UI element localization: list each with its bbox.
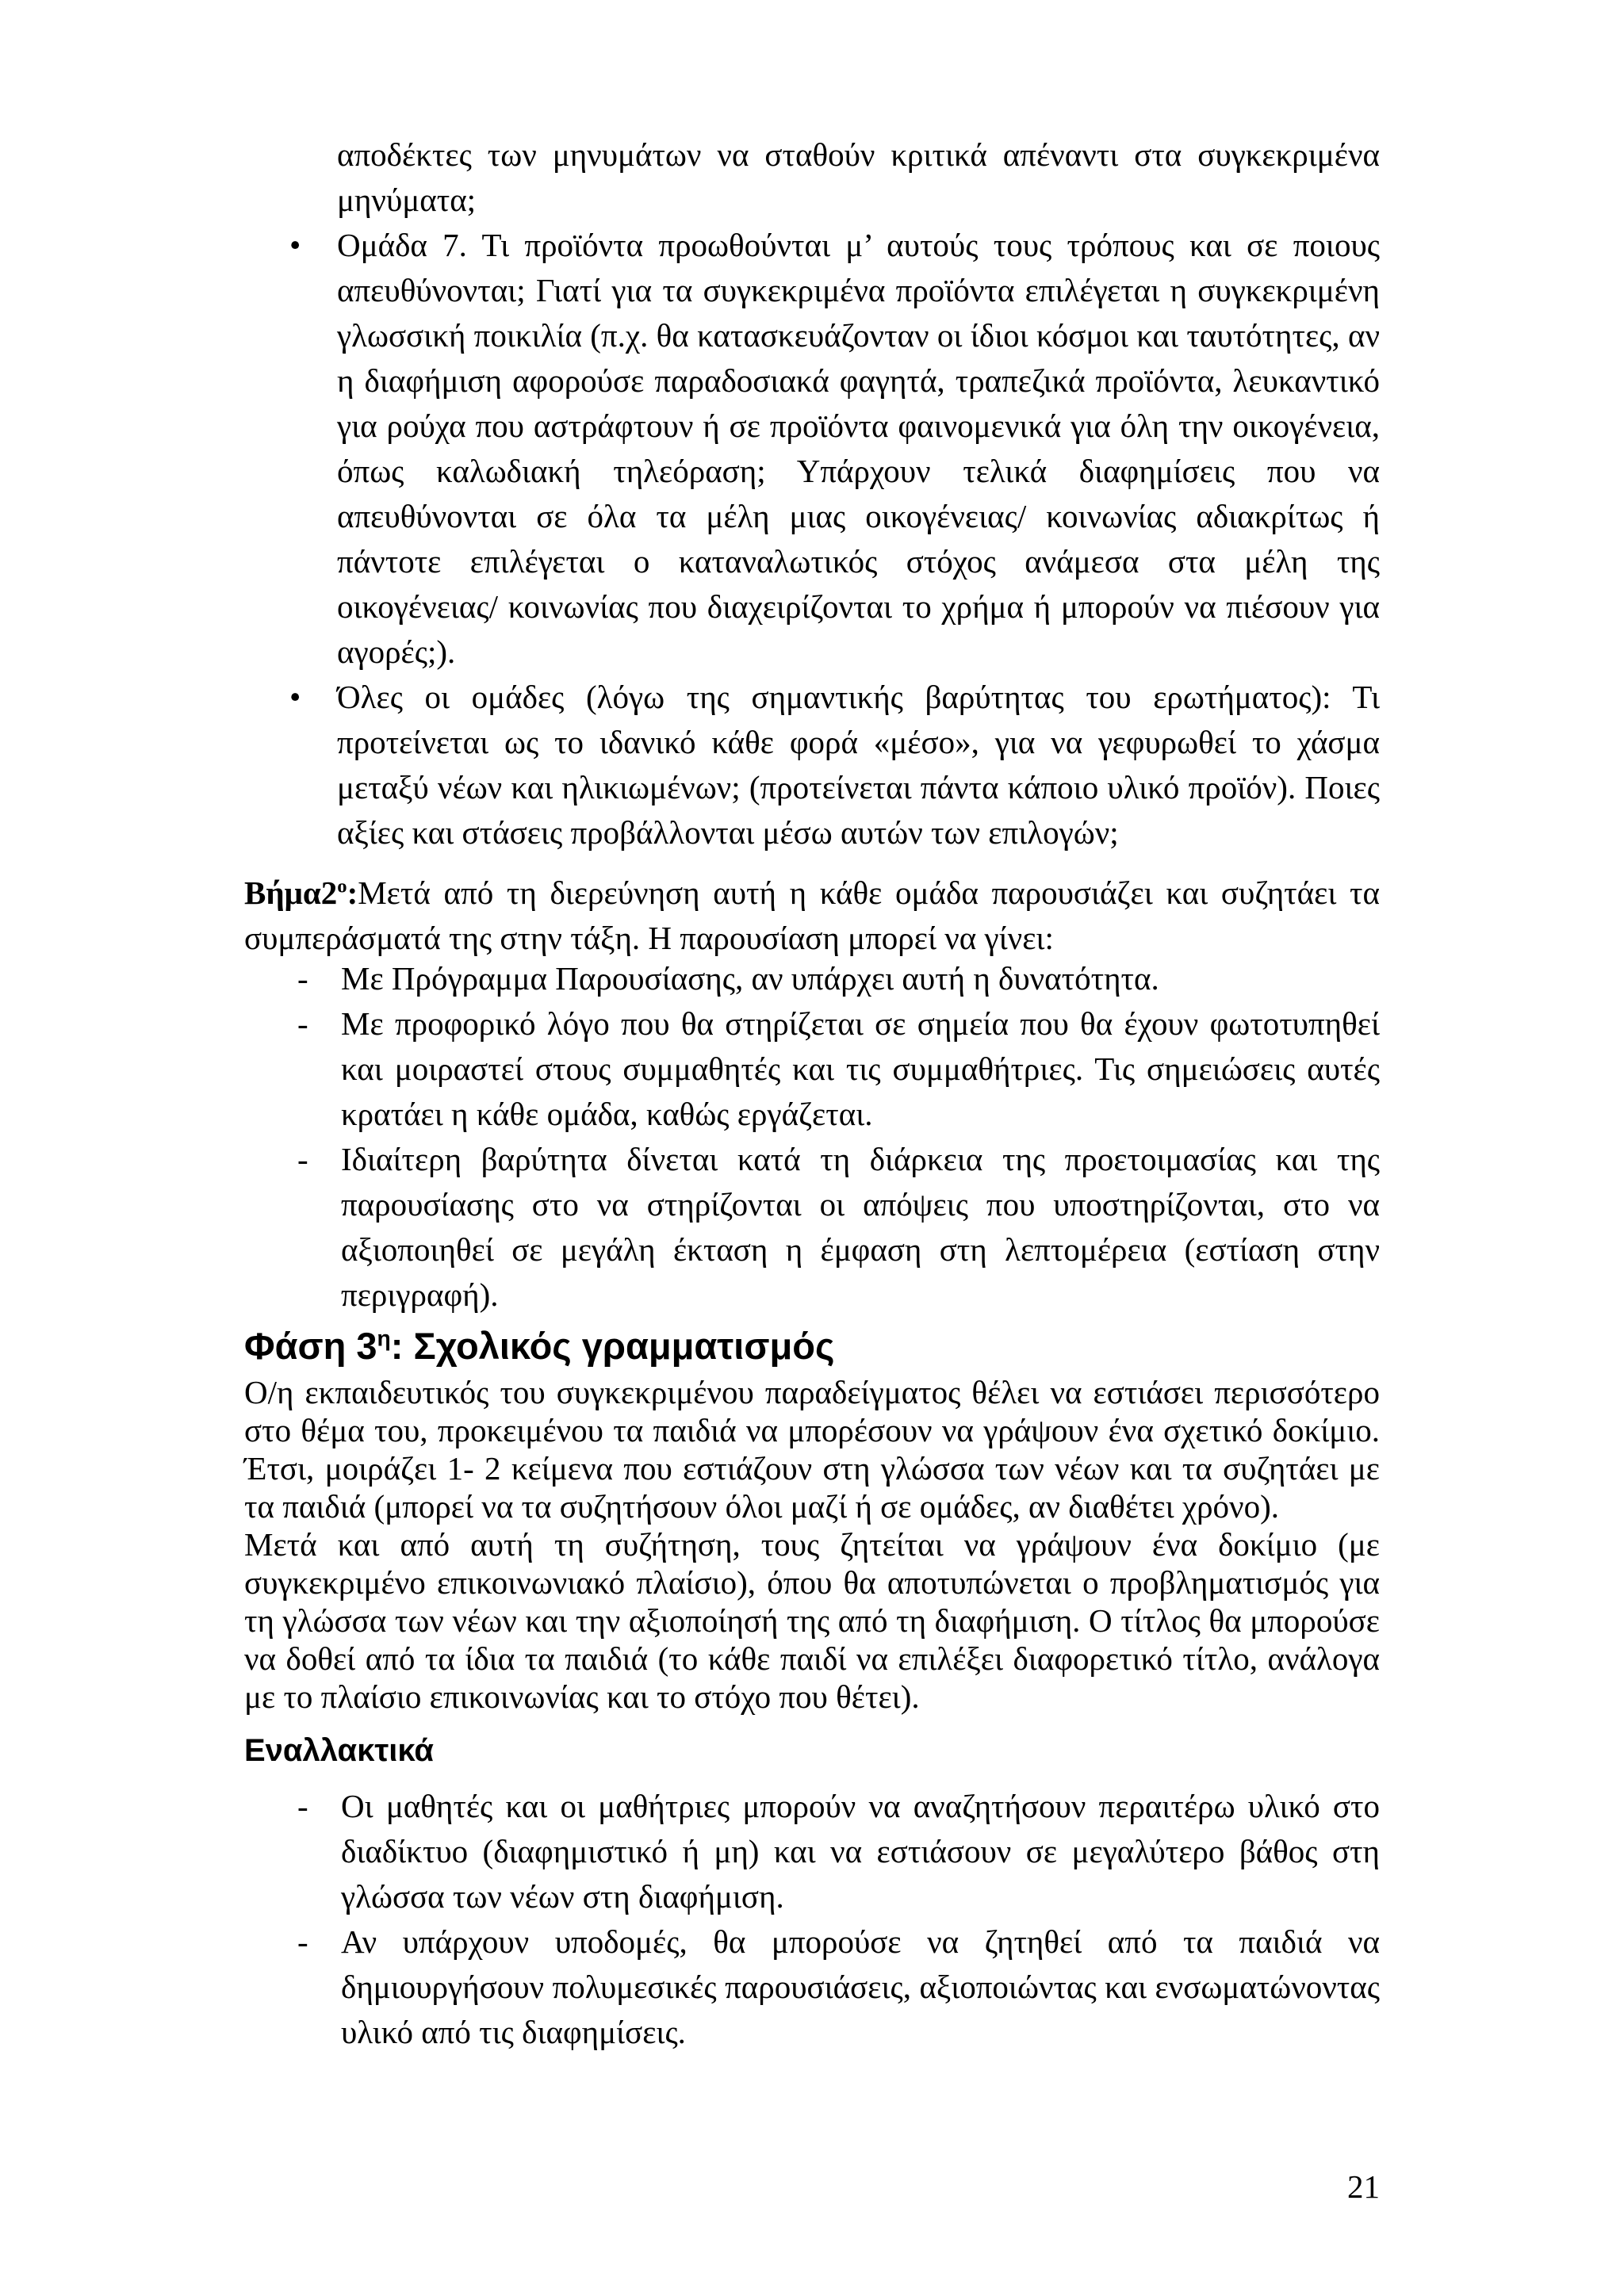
question-bullet-list [337, 223, 1380, 855]
step2-paragraph [244, 871, 1380, 961]
dash-item: - Οι μαθητές και οι μαθήτριες μπορούν να αναζητήσουν περαιτέρω υλικό στο διαδίκτυο (διαφημιστικό ή μη) και να εστιάσουν σε μεγαλύτερο βάθος στη γλώσσα των νέων στη διαφήμιση. [341, 1784, 1380, 1919]
alternatives-list [341, 1784, 1380, 2055]
bullet-item-group-7: • Ομάδα 7. Τι προϊόντα προωθούνται μ’ αυτούς τους τρόπους και σε ποιους απευθύνονται; Γιατί για τα συγκεκριμένα προϊόντα επιλέγεται η συγκεκριμένη γλωσσική ποικιλία (π.χ. θα κατασκευάζονταν οι ίδιοι κόσμοι και ταυτότητες, αν η διαφήμιση αφορούσε παραδοσιακά φαγητά, τραπεζικά προϊόντα, λευκαντικό για ρούχα που αστράφτουν ή σε προϊόντα φαινομενικά για όλη την οικογένεια, όπως καλωδιακή τηλεόραση; Υπάρχουν τελικά διαφημίσεις που να απευθύνονται σε όλα τα μέλη μιας οικογένειας/ κοινωνίας αδιακρίτως ή πάντοτε επιλέγεται ο καταναλωτικός στόχος ανάμεσα στα μέλη της οικογένειας/ κοινωνίας που διαχειρίζονται το χρήμα ή μπορούν να πιέσουν για αγορές;). [337, 223, 1380, 675]
page-number: 21 [1347, 2168, 1380, 2205]
continued-paragraph: αποδέκτες των μηνυμάτων να σταθούν κριτικά απέναντι στα συγκεκριμένα μηνύματα; [337, 136, 1380, 218]
dash-item: - Με Πρόγραμμα Παρουσίασης, αν υπάρχει αυτή η δυνατότητα. [341, 956, 1380, 1001]
phase3-paragraph-1: Ο/η εκπαιδευτικός του συγκεκριμένου παραδείγματος θέλει να εστιάσει περισσότερο στο θέμα του, προκειμένου τα παιδιά να μπορέσουν να γράψουν ένα σχετικό δοκίμιο. Έτσι, μοιράζει 1- 2 κείμενα που εστιάζουν στη γλώσσα των νέων και τα συζητάει με τα παιδιά (μπορεί να τα συζητήσουν όλοι μαζί ή σε ομάδες, αν διαθέτει χρόνο). [244, 1374, 1380, 1525]
bullet-item-all-groups: • Όλες οι ομάδες (λόγω της σημαντικής βαρύτητας του ερωτήματος): Τι προτείνεται ως το ιδανικό κάθε φορά «μέσο», για να γεφυρωθεί το χάσμα μεταξύ νέων και ηλικιωμένων; (προτείνεται πάντα κάποιο υλικό προϊόν). Ποιες αξίες και στάσεις προβάλλονται μέσω αυτών των επιλογών; [337, 675, 1380, 855]
step2-text: Μετά από τη διερεύνηση αυτή η κάθε ομάδα παρουσιάζει και συζητάει τα συμπεράσματά της στην τάξη. Η παρουσίαση μπορεί να γίνει: [244, 874, 1380, 956]
step2-label: $Bή\mu\alpha 2^o$: [244, 874, 358, 911]
dash-item: - Ιδιαίτερη βαρύτητα δίνεται κατά τη διάρκεια της προετοιμασίας και της παρουσίασης στο να στηρίζονται οι απόψεις που υποστηρίζονται, στο να αξιοποιηθεί σε μεγάλη έκταση η έμφαση στη λεπτομέρεια (εστίαση στην περιγραφή). [341, 1137, 1380, 1318]
dash-item: - Με προφορικό λόγο που θα στηρίζεται σε σημεία που θα έχουν φωτοτυπηθεί και μοιραστεί στους συμμαθητές και τις συμμαθήτριες. Τις σημειώσεις αυτές κρατάει η κάθε ομάδα, καθώς εργάζεται. [341, 1001, 1380, 1137]
alternatives-heading: Εναλλακτικά [244, 1733, 434, 1768]
phase3-heading: Φάση $3^\eta$: Σχολικός γραμματισμός [244, 1325, 835, 1367]
phase3-paragraph-2: Μετά και από αυτή τη συζήτηση, τους ζητείται να γράψουν ένα δοκίμιο (με συγκεκριμένο επικοινωνιακό πλαίσιο), όπου θα αποτυπώνεται ο προβληματισμός για τη γλώσσα των νέων και την αξιοποίησή της από τη διαφήμιση. Ο τίτλος θα μπορούσε να δοθεί από τα ίδια τα παιδιά (το κάθε παιδί να επιλέξει διαφορετικό τίτλο, ανάλογα με το πλαίσιο επικοινωνίας και το στόχο που θέτει). [244, 1526, 1380, 1715]
presentation-options-list [341, 956, 1380, 1318]
dash-item: - Αν υπάρχουν υποδομές, θα μπορούσε να ζητηθεί από τα παιδιά να δημιουργήσουν πολυμεσικές παρουσιάσεις, αξιοποιώντας και ενσωματώνοντας υλικό από τις διαφημίσεις. [341, 1919, 1380, 2055]
